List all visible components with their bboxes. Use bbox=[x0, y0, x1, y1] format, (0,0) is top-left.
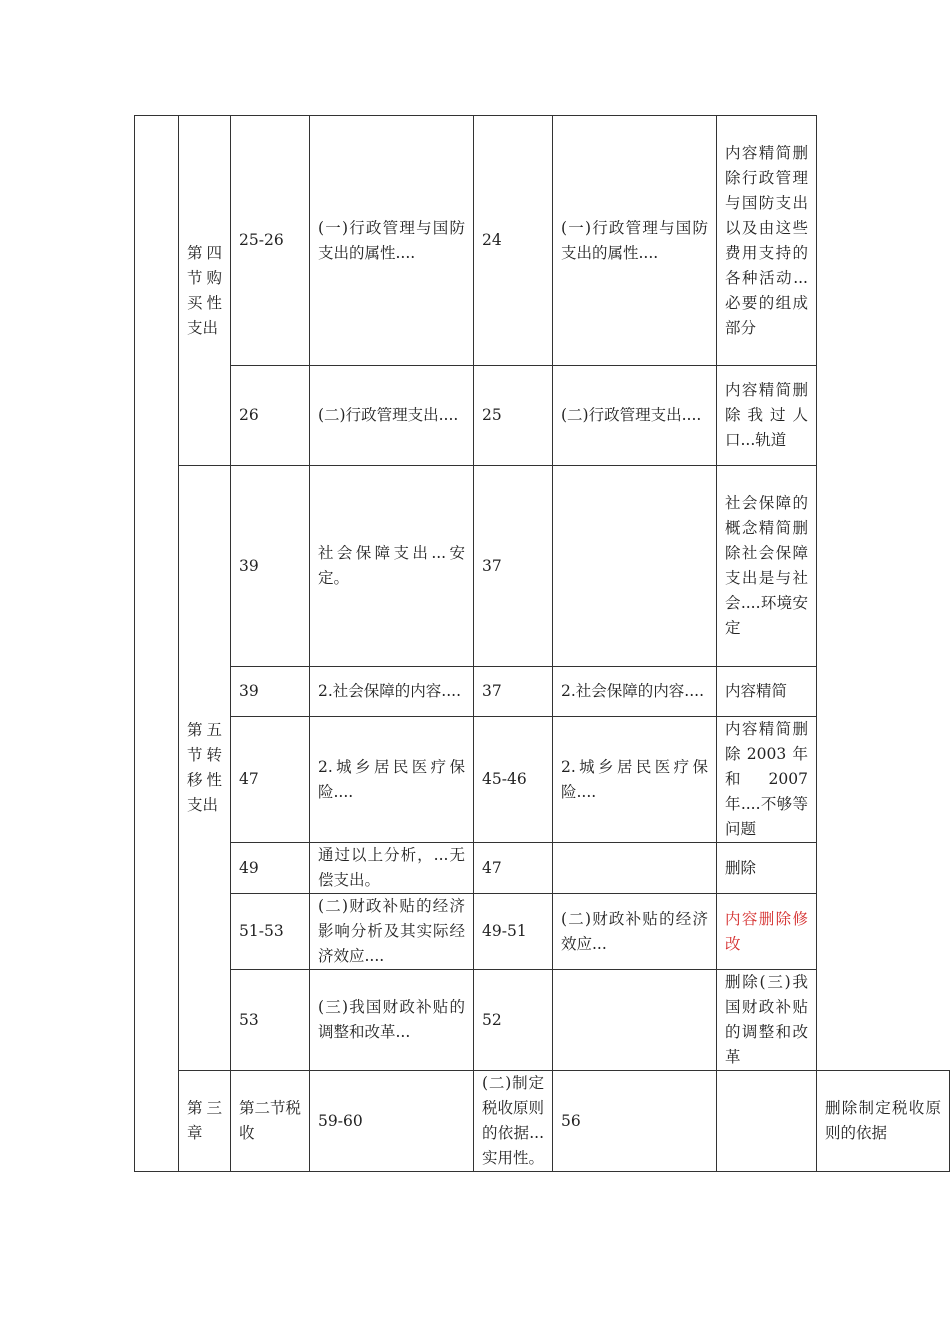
old-text-cell: (二)制定税收原则的依据...实用性。 bbox=[474, 1071, 553, 1172]
old-text-cell: 社会保障支出...安定。 bbox=[310, 466, 474, 667]
old-page-cell: 39 bbox=[231, 667, 310, 717]
section-cell: 第四节购买性支出 bbox=[179, 116, 231, 466]
table-row bbox=[135, 466, 950, 667]
old-text-cell: 通过以上分析，...无偿支出。 bbox=[310, 843, 474, 894]
new-text-cell bbox=[717, 1071, 817, 1172]
old-page-cell: 59-60 bbox=[310, 1071, 474, 1172]
new-page-cell: 37 bbox=[474, 667, 553, 717]
old-text-cell: 2.社会保障的内容.... bbox=[310, 667, 474, 717]
old-text-cell: (二)行政管理支出.... bbox=[310, 366, 474, 466]
note-cell: 社会保障的概念精简删除社会保障支出是与社会....环境安定 bbox=[717, 466, 817, 667]
old-page-cell: 53 bbox=[231, 970, 310, 1071]
old-page-cell: 25-26 bbox=[231, 116, 310, 366]
table-row bbox=[135, 717, 950, 843]
new-text-cell: (二)财政补贴的经济效应... bbox=[553, 894, 717, 970]
new-text-cell: (一)行政管理与国防支出的属性.... bbox=[553, 116, 717, 366]
new-page-cell: 25 bbox=[474, 366, 553, 466]
old-text-cell: 2.城乡居民医疗保险.... bbox=[310, 717, 474, 843]
new-page-cell: 49-51 bbox=[474, 894, 553, 970]
note-cell: 内容精简删除我过人口...轨道 bbox=[717, 366, 817, 466]
old-text-cell: (二)财政补贴的经济影响分析及其实际经济效应.... bbox=[310, 894, 474, 970]
note-cell: 删除 bbox=[717, 843, 817, 894]
revision-table bbox=[134, 115, 950, 1172]
table-row bbox=[135, 1071, 950, 1172]
new-text-cell bbox=[553, 843, 717, 894]
chapter-cell bbox=[135, 116, 179, 1172]
new-page-cell: 24 bbox=[474, 116, 553, 366]
table-row bbox=[135, 366, 950, 466]
old-page-cell: 51-53 bbox=[231, 894, 310, 970]
old-page-cell: 26 bbox=[231, 366, 310, 466]
new-page-cell: 56 bbox=[553, 1071, 717, 1172]
new-page-cell: 45-46 bbox=[474, 717, 553, 843]
section-cell: 第五节转移性支出 bbox=[179, 466, 231, 1071]
note-cell-highlighted: 内容删除修改 bbox=[717, 894, 817, 970]
table-row bbox=[135, 894, 950, 970]
new-text-cell bbox=[553, 466, 717, 667]
old-text-cell: (一)行政管理与国防支出的属性.... bbox=[310, 116, 474, 366]
old-page-cell: 39 bbox=[231, 466, 310, 667]
new-page-cell: 52 bbox=[474, 970, 553, 1071]
new-text-cell: 2.城乡居民医疗保险.... bbox=[553, 717, 717, 843]
note-cell: 删除(三)我国财政补贴的调整和改革 bbox=[717, 970, 817, 1071]
table-row bbox=[135, 116, 950, 366]
new-text-cell bbox=[553, 970, 717, 1071]
new-page-cell: 37 bbox=[474, 466, 553, 667]
old-page-cell: 47 bbox=[231, 717, 310, 843]
table-row bbox=[135, 667, 950, 717]
new-text-cell: 2.社会保障的内容.... bbox=[553, 667, 717, 717]
section-cell: 第二节税收 bbox=[231, 1071, 310, 1172]
note-cell: 删除制定税收原则的依据 bbox=[817, 1071, 950, 1172]
note-cell: 内容精简删除行政管理与国防支出以及由这些费用支持的各种活动...必要的组成部分 bbox=[717, 116, 817, 366]
note-cell: 内容精简删除2003年和2007年....不够等问题 bbox=[717, 717, 817, 843]
table-row bbox=[135, 843, 950, 894]
old-text-cell: (三)我国财政补贴的调整和改革... bbox=[310, 970, 474, 1071]
old-page-cell: 49 bbox=[231, 843, 310, 894]
note-cell: 内容精简 bbox=[717, 667, 817, 717]
table-row bbox=[135, 970, 950, 1071]
new-page-cell: 47 bbox=[474, 843, 553, 894]
new-text-cell: (二)行政管理支出.... bbox=[553, 366, 717, 466]
chapter-cell: 第三章 bbox=[179, 1071, 231, 1172]
